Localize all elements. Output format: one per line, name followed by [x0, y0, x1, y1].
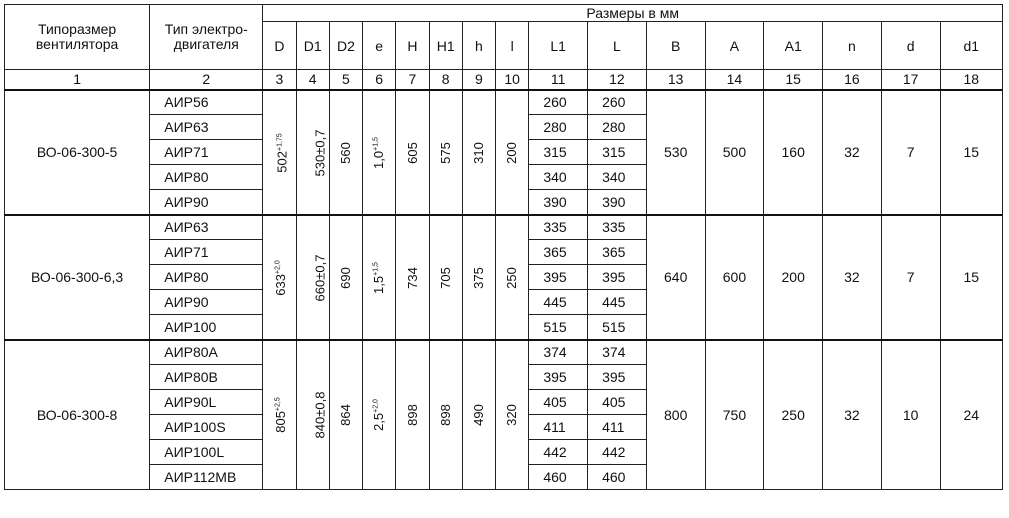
l-cell: 442: [588, 440, 647, 465]
a1-cell: 160: [764, 90, 823, 215]
e-cell: [363, 215, 396, 340]
l1-cell: 374: [529, 340, 588, 365]
h-cell: [462, 90, 495, 215]
l-cell: 405: [588, 390, 647, 415]
l-cell: 411: [588, 415, 647, 440]
header-number-cell: 3: [263, 70, 296, 90]
header-row-top: [5, 5, 1003, 22]
header-col-l1: L1: [529, 22, 588, 70]
header-col-a: A: [705, 22, 764, 70]
d-value: 502: [275, 150, 291, 173]
motor-type-cell: АИР80: [150, 265, 263, 290]
l-cell: 395: [588, 265, 647, 290]
l1-cell: 460: [529, 465, 588, 490]
l1-cell: 335: [529, 215, 588, 240]
d-cell: 7: [881, 90, 940, 215]
d1-value: 840±0,8: [312, 391, 328, 439]
motor-type-cell: АИР71: [150, 240, 263, 265]
motor-type-cell: АИР63: [150, 115, 263, 140]
h-value: 310: [470, 141, 486, 164]
header-number-cell: 17: [881, 70, 940, 90]
header-motor-type: Тип электро-двигателя: [150, 5, 263, 70]
header-col-n: n: [823, 22, 882, 70]
motor-type-cell: АИР100S: [150, 415, 263, 440]
l1-cell: 280: [529, 115, 588, 140]
d-cell: [263, 90, 296, 215]
l-value: 200: [504, 141, 520, 164]
l1-cell: 395: [529, 265, 588, 290]
d-tolerance: +2,0: [274, 259, 282, 274]
d1-cell: 15: [940, 215, 1002, 340]
fan-size-cell: ВО-06-300-6,3: [5, 215, 150, 340]
h-value: 490: [470, 404, 486, 427]
l1-cell: 405: [529, 390, 588, 415]
header-col-d1: d1: [940, 22, 1002, 70]
header-col-e: e: [363, 22, 396, 70]
l-cell: [496, 340, 529, 490]
motor-type-cell: АИР100: [150, 315, 263, 340]
table-row: [5, 215, 1003, 240]
e-value: 2,5: [371, 413, 387, 432]
l1-cell: 442: [529, 440, 588, 465]
h-cell: [396, 340, 429, 490]
d1-cell: 15: [940, 90, 1002, 215]
d2-value: 690: [337, 266, 353, 289]
d2-cell: [329, 215, 362, 340]
header-number-cell: 6: [363, 70, 396, 90]
a-cell: 600: [705, 215, 764, 340]
a-cell: 750: [705, 340, 764, 490]
header-number-cell: 8: [429, 70, 462, 90]
header-row-numbers: [5, 70, 1003, 90]
l-cell: 365: [588, 240, 647, 265]
d-cell: 7: [881, 215, 940, 340]
fan-size-cell: ВО-06-300-8: [5, 340, 150, 490]
d1-cell: [296, 215, 329, 340]
header-col-h: h: [462, 22, 495, 70]
l-cell: 280: [588, 115, 647, 140]
e-tolerance: +2,0: [372, 399, 380, 414]
table-row: [5, 90, 1003, 115]
e-cell: [363, 340, 396, 490]
header-number-cell: 2: [150, 70, 263, 90]
d1-value: 530±0,7: [312, 129, 328, 176]
fan-dimensions-table: [4, 4, 1003, 490]
header-number-cell: 1: [5, 70, 150, 90]
h-value: 375: [470, 266, 486, 289]
e-value: 1,0: [371, 150, 387, 169]
header-col-d2: D2: [329, 22, 362, 70]
motor-type-cell: АИР100L: [150, 440, 263, 465]
l1-cell: 365: [529, 240, 588, 265]
a1-cell: 200: [764, 215, 823, 340]
a1-cell: 250: [764, 340, 823, 490]
header-number-cell: 12: [588, 70, 647, 90]
header-dimensions-title: Размеры в мм: [263, 5, 1003, 22]
e-cell: [363, 90, 396, 215]
d1-cell: 24: [940, 340, 1002, 490]
header-col-l: L: [588, 22, 647, 70]
l1-cell: 395: [529, 365, 588, 390]
d1-cell: [296, 340, 329, 490]
d1-value: 660±0,7: [312, 254, 328, 301]
l1-cell: 411: [529, 415, 588, 440]
motor-type-cell: АИР80А: [150, 340, 263, 365]
d2-cell: [329, 340, 362, 490]
h1-value: 898: [437, 404, 453, 427]
header-number-cell: 18: [940, 70, 1002, 90]
header-number-cell: 4: [296, 70, 329, 90]
header-col-d1: D1: [296, 22, 329, 70]
n-cell: 32: [823, 340, 882, 490]
motor-type-cell: АИР71: [150, 140, 263, 165]
b-cell: 530: [646, 90, 705, 215]
n-cell: 32: [823, 215, 882, 340]
h1-value: 575: [437, 141, 453, 164]
header-col-b: B: [646, 22, 705, 70]
d2-value: 560: [337, 141, 353, 164]
h1-value: 705: [437, 266, 453, 289]
l1-cell: 315: [529, 140, 588, 165]
table-row: [5, 340, 1003, 365]
e-tolerance: +1,5: [372, 136, 380, 151]
d1-cell: [296, 90, 329, 215]
l-cell: [496, 90, 529, 215]
h-cell: [396, 215, 429, 340]
a-cell: 500: [705, 90, 764, 215]
d-value: 633: [273, 273, 289, 296]
l-cell: 445: [588, 290, 647, 315]
l-cell: 390: [588, 190, 647, 215]
header-col-l: l: [496, 22, 529, 70]
motor-type-cell: АИР56: [150, 90, 263, 115]
header-col-d: d: [881, 22, 940, 70]
l-cell: 335: [588, 215, 647, 240]
motor-type-cell: АИР90: [150, 290, 263, 315]
l-cell: 395: [588, 365, 647, 390]
header-number-cell: 5: [329, 70, 362, 90]
l1-cell: 260: [529, 90, 588, 115]
header-col-a1: A1: [764, 22, 823, 70]
header-fan-size: Типоразмер вентилятора: [5, 5, 150, 70]
l1-cell: 445: [529, 290, 588, 315]
motor-type-cell: АИР80В: [150, 365, 263, 390]
l-cell: 374: [588, 340, 647, 365]
motor-type-cell: АИР63: [150, 215, 263, 240]
h-value: 734: [404, 266, 420, 289]
l-cell: 260: [588, 90, 647, 115]
e-value: 1,5: [371, 275, 387, 294]
h-value: 605: [404, 141, 420, 164]
h-cell: [396, 90, 429, 215]
l-cell: 460: [588, 465, 647, 490]
header-number-cell: 11: [529, 70, 588, 90]
e-tolerance: +1,5: [372, 261, 380, 276]
header-number-cell: 14: [705, 70, 764, 90]
header-number-cell: 10: [496, 70, 529, 90]
d-cell: [263, 215, 296, 340]
l-value: 320: [504, 404, 520, 427]
l-cell: 515: [588, 315, 647, 340]
motor-type-cell: АИР112МВ: [150, 465, 263, 490]
h-cell: [462, 215, 495, 340]
h1-cell: [429, 215, 462, 340]
fan-size-cell: ВО-06-300-5: [5, 90, 150, 215]
d2-value: 864: [337, 404, 353, 427]
header-col-h: H: [396, 22, 429, 70]
l-value: 250: [504, 266, 520, 289]
header-number-cell: 16: [823, 70, 882, 90]
l-cell: 340: [588, 165, 647, 190]
motor-type-cell: АИР80: [150, 165, 263, 190]
l1-cell: 340: [529, 165, 588, 190]
header-number-cell: 9: [462, 70, 495, 90]
d-value: 805: [273, 411, 289, 434]
h-cell: [462, 340, 495, 490]
l1-cell: 515: [529, 315, 588, 340]
l-cell: [496, 215, 529, 340]
d2-cell: [329, 90, 362, 215]
header-number-cell: 7: [396, 70, 429, 90]
b-cell: 800: [646, 340, 705, 490]
b-cell: 640: [646, 215, 705, 340]
n-cell: 32: [823, 90, 882, 215]
l-cell: 315: [588, 140, 647, 165]
l1-cell: 390: [529, 190, 588, 215]
h-value: 898: [404, 404, 420, 427]
d-cell: 10: [881, 340, 940, 490]
header-number-cell: 13: [646, 70, 705, 90]
h1-cell: [429, 90, 462, 215]
h1-cell: [429, 340, 462, 490]
motor-type-cell: АИР90: [150, 190, 263, 215]
header-number-cell: 15: [764, 70, 823, 90]
header-col-d: D: [263, 22, 296, 70]
header-col-h1: H1: [429, 22, 462, 70]
d-tolerance: +1,75: [276, 132, 284, 151]
d-tolerance: +2,5: [274, 397, 282, 412]
motor-type-cell: АИР90L: [150, 390, 263, 415]
d-cell: [263, 340, 296, 490]
